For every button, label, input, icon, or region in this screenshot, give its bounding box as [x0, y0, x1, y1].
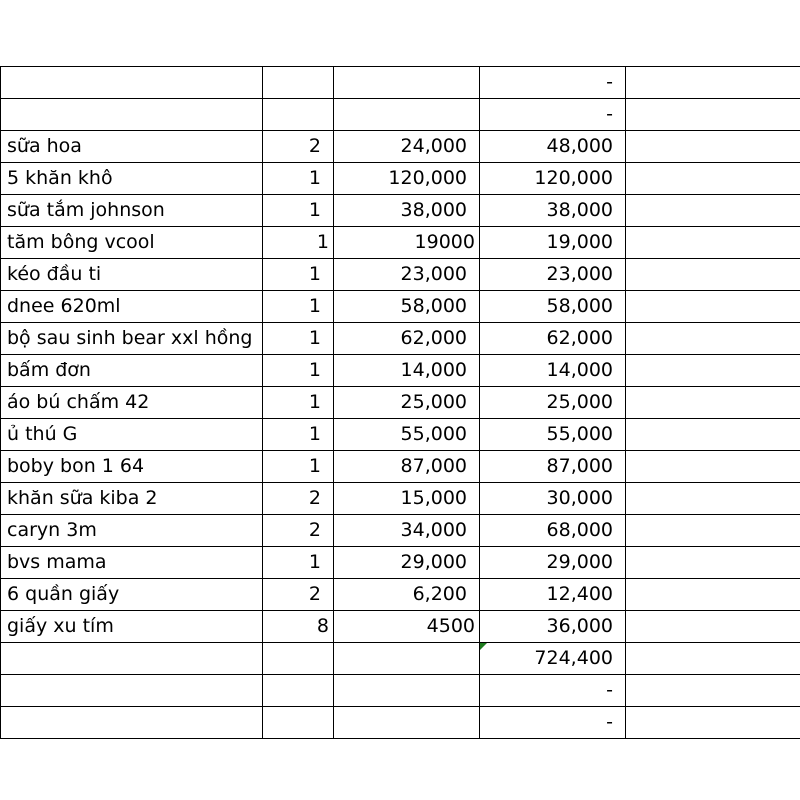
line-total-cell[interactable]: -: [480, 99, 626, 131]
table-row: [1, 163, 800, 195]
item-name-cell[interactable]: bvs mama: [1, 547, 263, 579]
unit-price-cell[interactable]: [334, 67, 480, 99]
table-row: [1, 67, 800, 99]
unit-price-cell[interactable]: 24,000: [334, 131, 480, 163]
empty-cell[interactable]: [626, 643, 800, 675]
unit-price-cell[interactable]: 58,000: [334, 291, 480, 323]
item-name-cell[interactable]: tăm bông vcool: [1, 227, 263, 259]
line-total-cell[interactable]: 14,000: [480, 355, 626, 387]
empty-cell[interactable]: [626, 67, 800, 99]
table-row: [1, 579, 800, 611]
line-total-cell[interactable]: 120,000: [480, 163, 626, 195]
unit-price-cell[interactable]: 6,200: [334, 579, 480, 611]
empty-cell[interactable]: [626, 515, 800, 547]
item-name-cell[interactable]: [1, 643, 263, 675]
spreadsheet: [0, 66, 800, 739]
unit-price-cell[interactable]: [334, 675, 480, 707]
unit-price-cell[interactable]: 14,000: [334, 355, 480, 387]
item-name-cell[interactable]: bộ sau sinh bear xxl hồng: [1, 323, 263, 355]
table-row: [1, 483, 800, 515]
line-total-cell[interactable]: 68,000: [480, 515, 626, 547]
unit-price-cell[interactable]: 29,000: [334, 547, 480, 579]
item-name-cell[interactable]: áo bú chấm 42: [1, 387, 263, 419]
unit-price-cell[interactable]: 4500: [334, 611, 480, 643]
unit-price-cell[interactable]: 15,000: [334, 483, 480, 515]
quantity-cell[interactable]: 2: [263, 483, 334, 515]
line-total-cell[interactable]: 62,000: [480, 323, 626, 355]
item-name-cell[interactable]: sữa tắm johnson: [1, 195, 263, 227]
item-name-cell[interactable]: boby bon 1 64: [1, 451, 263, 483]
line-total-cell[interactable]: 30,000: [480, 483, 626, 515]
item-name-cell[interactable]: caryn 3m: [1, 515, 263, 547]
item-name-cell[interactable]: [1, 707, 263, 739]
line-total-cell[interactable]: 55,000: [480, 419, 626, 451]
line-total-cell[interactable]: 25,000: [480, 387, 626, 419]
quantity-cell[interactable]: 2: [263, 131, 334, 163]
line-total-cell[interactable]: 19,000: [480, 227, 626, 259]
quantity-cell[interactable]: 1: [263, 323, 334, 355]
empty-cell[interactable]: [626, 163, 800, 195]
unit-price-cell[interactable]: 19000: [334, 227, 480, 259]
quantity-cell[interactable]: 1: [263, 547, 334, 579]
empty-cell[interactable]: [626, 323, 800, 355]
empty-cell[interactable]: [626, 227, 800, 259]
line-total-cell[interactable]: -: [480, 707, 626, 739]
line-total-cell[interactable]: 36,000: [480, 611, 626, 643]
item-name-cell[interactable]: sữa hoa: [1, 131, 263, 163]
table-row: [1, 131, 800, 163]
unit-price-cell[interactable]: [334, 643, 480, 675]
quantity-cell[interactable]: [263, 707, 334, 739]
item-name-cell[interactable]: 6 quần giấy: [1, 579, 263, 611]
unit-price-cell[interactable]: 87,000: [334, 451, 480, 483]
line-total-cell[interactable]: 29,000: [480, 547, 626, 579]
empty-cell[interactable]: [626, 195, 800, 227]
table-row: [1, 675, 800, 707]
quantity-cell[interactable]: 1: [263, 387, 334, 419]
unit-price-cell[interactable]: 23,000: [334, 259, 480, 291]
table-row: [1, 291, 800, 323]
unit-price-cell[interactable]: 38,000: [334, 195, 480, 227]
table-row: [1, 323, 800, 355]
empty-cell[interactable]: [626, 611, 800, 643]
quantity-cell[interactable]: [263, 67, 334, 99]
quantity-cell[interactable]: 1: [263, 195, 334, 227]
quantity-cell[interactable]: 1: [263, 451, 334, 483]
table-row: [1, 387, 800, 419]
empty-cell[interactable]: [626, 291, 800, 323]
quantity-cell[interactable]: 1: [263, 355, 334, 387]
table-row: [1, 611, 800, 643]
quantity-cell[interactable]: [263, 643, 334, 675]
line-total-cell[interactable]: 87,000: [480, 451, 626, 483]
table-row: [1, 99, 800, 131]
table-row: [1, 227, 800, 259]
empty-cell[interactable]: [626, 131, 800, 163]
empty-cell[interactable]: [626, 483, 800, 515]
table-row: [1, 707, 800, 739]
item-name-cell[interactable]: khăn sữa kiba 2: [1, 483, 263, 515]
empty-cell[interactable]: [626, 451, 800, 483]
empty-cell[interactable]: [626, 387, 800, 419]
item-name-cell[interactable]: [1, 67, 263, 99]
table-row: [1, 355, 800, 387]
empty-cell[interactable]: [626, 707, 800, 739]
empty-cell[interactable]: [626, 99, 800, 131]
table-row: [1, 259, 800, 291]
spreadsheet-grid: [0, 66, 800, 739]
table-row: [1, 419, 800, 451]
unit-price-cell[interactable]: [334, 707, 480, 739]
quantity-cell[interactable]: 8: [263, 611, 334, 643]
quantity-cell[interactable]: [263, 675, 334, 707]
item-name-cell[interactable]: giấy xu tím: [1, 611, 263, 643]
quantity-cell[interactable]: 1: [263, 227, 334, 259]
item-name-cell[interactable]: bấm đơn: [1, 355, 263, 387]
line-total-cell[interactable]: 58,000: [480, 291, 626, 323]
quantity-cell[interactable]: 1: [263, 163, 334, 195]
line-total-cell[interactable]: -: [480, 675, 626, 707]
empty-cell[interactable]: [626, 675, 800, 707]
item-name-cell[interactable]: ủ thú G: [1, 419, 263, 451]
table-row: [1, 643, 800, 675]
empty-cell[interactable]: [626, 259, 800, 291]
line-total-cell[interactable]: 38,000: [480, 195, 626, 227]
item-name-cell[interactable]: 5 khăn khô: [1, 163, 263, 195]
item-name-cell[interactable]: dnee 620ml: [1, 291, 263, 323]
empty-cell[interactable]: [626, 419, 800, 451]
quantity-cell[interactable]: 1: [263, 419, 334, 451]
unit-price-cell[interactable]: 55,000: [334, 419, 480, 451]
table-row: [1, 515, 800, 547]
item-name-cell[interactable]: [1, 675, 263, 707]
unit-price-cell[interactable]: 120,000: [334, 163, 480, 195]
quantity-cell[interactable]: 1: [263, 291, 334, 323]
item-name-cell[interactable]: kéo đầu ti: [1, 259, 263, 291]
quantity-cell[interactable]: 2: [263, 515, 334, 547]
quantity-cell[interactable]: 2: [263, 579, 334, 611]
unit-price-cell[interactable]: 62,000: [334, 323, 480, 355]
line-total-cell[interactable]: 12,400: [480, 579, 626, 611]
line-total-cell[interactable]: 48,000: [480, 131, 626, 163]
table-row: [1, 451, 800, 483]
empty-cell[interactable]: [626, 547, 800, 579]
quantity-cell[interactable]: [263, 99, 334, 131]
unit-price-cell[interactable]: 25,000: [334, 387, 480, 419]
spreadsheet-body: [1, 67, 800, 739]
grand-total-cell[interactable]: 724,400: [480, 643, 626, 675]
empty-cell[interactable]: [626, 355, 800, 387]
unit-price-cell[interactable]: 34,000: [334, 515, 480, 547]
line-total-cell[interactable]: -: [480, 67, 626, 99]
table-row: [1, 195, 800, 227]
quantity-cell[interactable]: 1: [263, 259, 334, 291]
item-name-cell[interactable]: [1, 99, 263, 131]
table-row: [1, 547, 800, 579]
unit-price-cell[interactable]: [334, 99, 480, 131]
empty-cell[interactable]: [626, 579, 800, 611]
line-total-cell[interactable]: 23,000: [480, 259, 626, 291]
